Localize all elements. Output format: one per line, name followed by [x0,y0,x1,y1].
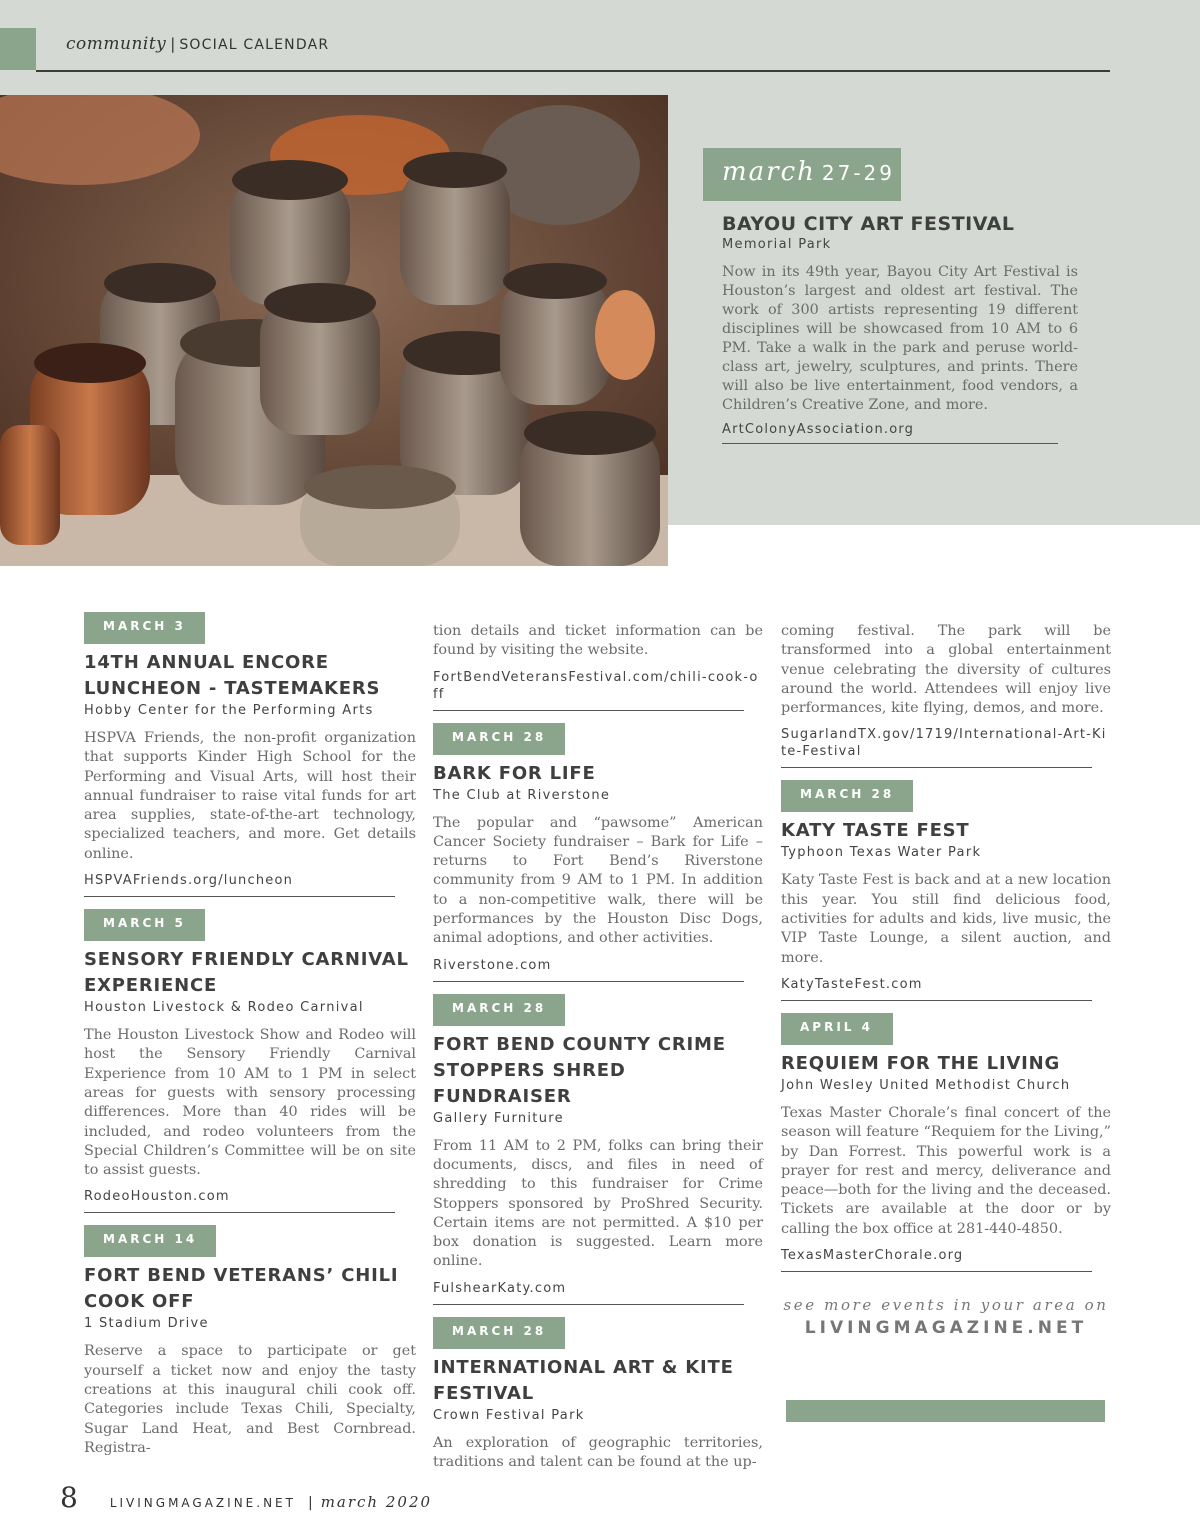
event-link[interactable]: KatyTasteFest.com [781,976,923,992]
event-date-tag: APRIL 4 [781,1013,893,1045]
event-title: INTERNATIONAL ART & KITE FESTIVAL [433,1356,734,1404]
event-body: Texas Master Chorale’s final concert of the season will feature “Requiem for the Living,” by Dan Forrest. This powerful work is a prayer for rest and mercy, deliverance and peace—both for the living and the deceased. Tickets are available at the door or by calling the box office at 281-440-4850. [781,1104,1111,1237]
corner-tab [0,28,36,70]
section-header [66,34,329,54]
event-item [781,780,1111,1000]
event-link[interactable]: HSPVAFriends.org/luncheon [84,873,294,889]
column-3 [781,622,1111,1284]
event-body: Katy Taste Fest is back and at a new location this year. You still find delicious food, activities for adults and kids, live music, the VIP Taste Lounge, a silent auction, and more. [781,872,1111,966]
event-date-tag: MARCH 3 [84,612,205,644]
feature-venue: Memorial Park [722,237,832,252]
header-rule [36,70,1110,72]
event-link[interactable]: TexasMasterChorale.org [781,1248,964,1264]
header-section: SOCIAL CALENDAR [179,37,330,53]
column-1 [84,612,416,1470]
event-link[interactable]: RodeoHouston.com [84,1189,230,1205]
event-title: FORT BEND VETERANS’ CHILI COOK OFF [84,1265,399,1313]
event-item [84,909,416,1213]
event-title: FORT BEND COUNTY CRIME STOPPERS SHRED FUNDRAISER [433,1033,726,1107]
event-date-tag: MARCH 5 [84,909,205,941]
event-title: REQUIEM FOR THE LIVING [781,1052,1061,1074]
event-item-continued [433,622,763,711]
feature-link[interactable]: ArtColonyAssociation.org [722,422,915,437]
feature-date-days: 27-29 [821,161,896,185]
event-venue: 1 Stadium Drive [84,1316,209,1332]
event-title: KATY TASTE FEST [781,820,970,842]
footer-issue: march 2020 [320,1493,433,1511]
feature-title: BAYOU CITY ART FESTIVAL [722,213,1015,235]
event-venue: The Club at Riverstone [433,787,611,803]
event-body-continued: tion details and ticket information can be found by visiting the website. [433,623,763,659]
feature-body: Now in its 49th year, Bayou City Art Festival is Houston’s largest and oldest art festival. The work of 300 artists representing 19 different disciplines will be showcased from 10 AM to 6 PM. Take a walk in the park and peruse world-class art, jewelry, sculptures, and prints. There will also be live entertainment, food vendors, a Children’s Creative Zone, and more. [722,264,1078,413]
event-item [781,1013,1111,1272]
event-link[interactable]: SugarlandTX.gov/1719/International-Art-Kite-Festival [781,727,1107,760]
event-body: HSPVA Friends, the non-profit organization that supports Kinder High School for the Performing and Visual Arts, will host their annual fundraiser to raise vital funds for art area supplies, state-of-the-art technology, specialized teachers, and more. Get details online. [84,730,416,862]
event-venue: Typhoon Texas Water Park [781,845,982,861]
event-body: The Houston Livestock Show and Rodeo will host the Sensory Friendly Carnival Experience from 10 AM to 1 PM in select areas for guests with sensory processing differences. More than 40 rides will be included, and rodeo volunteers from the Special Children’s Committee will be on site to assist guests. [84,1027,416,1179]
footer-separator: | [307,1495,313,1511]
event-rule [84,896,395,897]
event-rule [781,1000,1092,1001]
event-venue: John Wesley United Methodist Church [781,1077,1071,1093]
header-category: community [66,34,167,54]
event-item [84,612,416,897]
event-body-continued: coming festival. The park will be transformed into a global entertainment venue celebrating the diversity of cultures around the world. Attendees will enjoy live performances, kite flying, demos, and more. [781,623,1111,717]
event-title: BARK FOR LIFE [433,762,596,784]
event-link[interactable]: Riverstone.com [433,957,552,973]
event-item [433,1317,763,1473]
event-rule [781,767,1092,768]
event-body: An exploration of geographic territories, traditions and talent can be found at the up- [433,1434,763,1471]
event-link[interactable]: FortBendVeteransFestival.com/chili-cook-off [433,669,759,702]
event-body: The popular and “pawsome” American Cancer Society fundraiser – Bark for Life – returns to Fort Bend’s Riverstone community from 9 AM to 1 PM. In addition to a non-competitive walk, there will be performances by the Houston Disc Dogs, animal adoptions, and other activities. [433,814,763,947]
event-date-tag: MARCH 28 [433,1317,565,1349]
page-number: 8 [60,1481,78,1514]
more-events-link[interactable]: LIVINGMAGAZINE.NET [804,1318,1088,1338]
event-title: SENSORY FRIENDLY CARNIVAL EXPERIENCE [84,949,409,997]
more-events-promo [781,1296,1111,1338]
event-rule [433,981,744,982]
more-events-text: see more events in your area on [783,1296,1109,1314]
event-item [433,723,763,982]
event-date-tag: MARCH 28 [433,723,565,755]
promo-bar [786,1400,1105,1422]
event-body: Reserve a space to participate or get yourself a ticket now and enjoy the tasty creations at this inaugural chili cook off. Categories include Texas Chili, Specialty, Sugar Land Heat, and Best Cornbread. Registra- [84,1343,416,1456]
column-2 [433,622,763,1484]
page-footer [60,1481,432,1514]
event-date-tag: MARCH 14 [84,1225,216,1257]
event-venue: Crown Festival Park [433,1407,585,1423]
event-link[interactable]: FulshearKaty.com [433,1280,567,1296]
event-rule [781,1271,1092,1272]
event-item [84,1225,416,1458]
event-title: 14TH ANNUAL ENCORE LUNCHEON - TASTEMAKERS [84,652,381,699]
pottery-photo [0,95,668,566]
event-rule [84,1212,395,1213]
event-venue: Gallery Furniture [433,1110,564,1126]
feature-date-tag [703,148,901,201]
event-body: From 11 AM to 2 PM, folks can bring their documents, discs, and files in need of shredding to this fundraiser for Crime Stoppers sponsored by ProShred Security. Certain items are not permitted. A $10 per box donation is suggested. Learn more online. [433,1137,763,1270]
feature-event [722,212,1078,444]
feature-date-month: march [722,157,816,187]
event-item [433,994,763,1305]
feature-rule [722,443,1058,444]
header-separator: | [170,35,176,53]
event-date-tag: MARCH 28 [433,994,565,1026]
event-rule [433,710,744,711]
event-date-tag: MARCH 28 [781,780,913,812]
event-item-continued [781,622,1111,768]
event-venue: Hobby Center for the Performing Arts [84,703,374,718]
event-rule [433,1304,744,1305]
event-venue: Houston Livestock & Rodeo Carnival [84,1000,364,1016]
footer-site: LIVINGMAGAZINE.NET [109,1496,296,1510]
